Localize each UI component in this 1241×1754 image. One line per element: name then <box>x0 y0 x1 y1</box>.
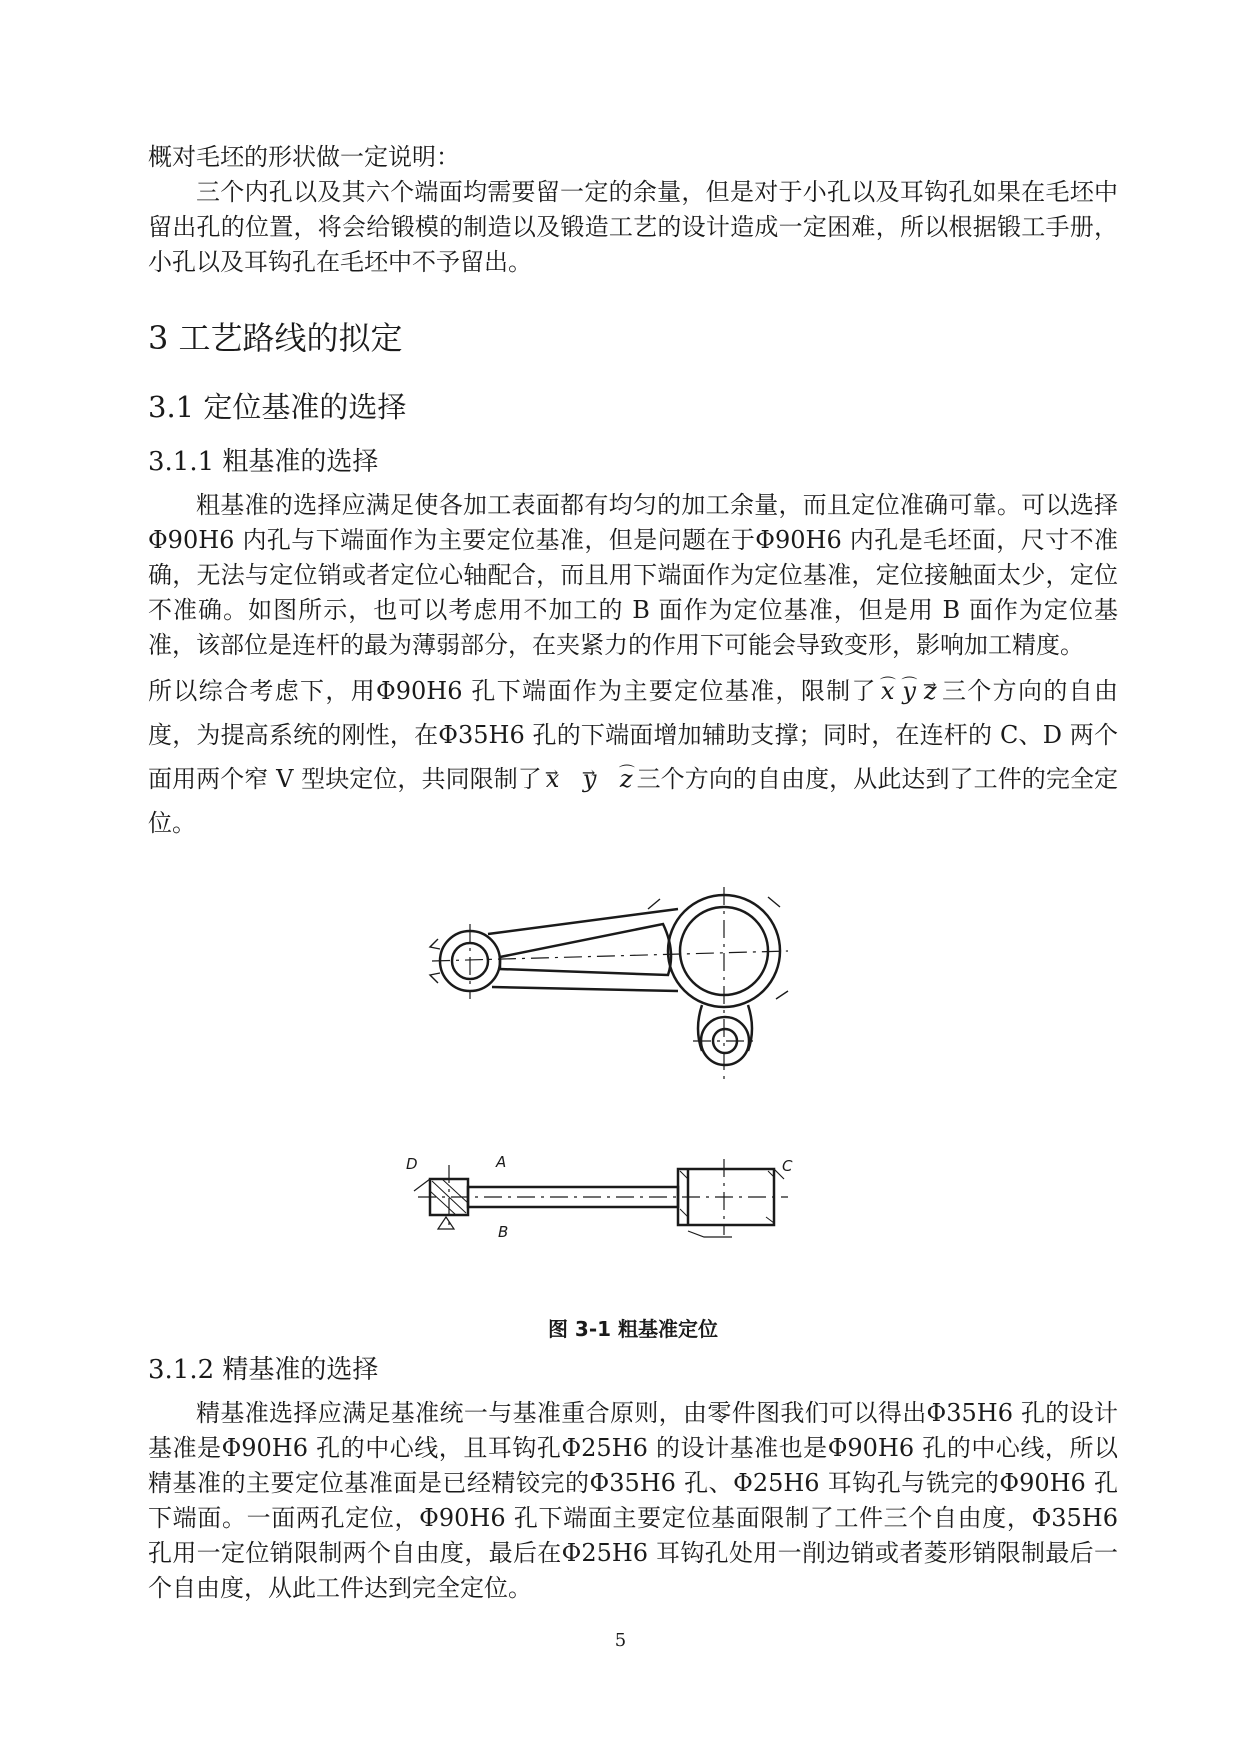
section-3-heading: 3 工艺路线的拟定 <box>148 319 403 357</box>
formula-text-3: 三个方向的自由度，从此达到了工件的完全定位。 <box>148 765 1119 837</box>
figure-3-1 <box>148 879 1118 1303</box>
rot-z-symbol: ⌒ z <box>616 765 637 793</box>
rough-datum-paragraph: 粗基准的选择应满足使各加工表面都有均匀的加工余量，而且定位准确可靠。可以选择Φ90H6 内孔与下端面作为主要定位基准，但是问题在于Φ90H6 内孔是毛坯面，尺寸不准确，无法与定位销或者定位心轴配合，而且用下端面作为定位基准，定位接触面太少，定位不准确。如图所示，也可以考虑用不加工的 B 面作为定位基准，但是用 B 面作为定位基准，该部位是连杆的最为薄弱部分，在夹紧力的作用下可能会导致变形，影响加工精度。 <box>148 491 1118 659</box>
section-3-1-heading: 3.1 定位基准的选择 <box>148 390 407 424</box>
rot-y-symbol: ⌒ y <box>898 677 920 705</box>
rough-datum-formula-paragraph <box>148 669 1118 845</box>
page-number: 5 <box>614 1630 627 1651</box>
document-page <box>148 140 1118 1606</box>
trans-y-symbol: → y <box>579 765 601 793</box>
label-c: C <box>782 1157 793 1175</box>
formula-text-1: 所以综合考虑下，用Φ90H6 孔下端面作为主要定位基准，限制了 <box>148 677 877 705</box>
section-3-1-1-heading: 3.1.1 粗基准的选择 <box>148 447 379 477</box>
fine-datum-paragraph: 精基准选择应满足基准统一与基准重合原则，由零件图我们可以得出Φ35H6 孔的设计基准是Φ90H6 孔的中心线，且耳钩孔Φ25H6 的设计基准也是Φ90H6 孔的中心线，所以精基准的主要定位基准面是已经精铰完的Φ35H6 孔、Φ25H6 耳钩孔与铣完的Φ90H6 孔下端面。一面两孔定位，Φ90H6 孔下端面主要定位基面限制了工件三个自由度，Φ35H6 孔用一定位销限制两个自由度，最后在Φ25H6 耳钩孔处用一削边销或者菱形销限制最后一个自由度，从此工件达到完全定位。 <box>148 1399 1118 1602</box>
intro-paragraph: 三个内孔以及其六个端面均需要留一定的余量，但是对于小孔以及耳钩孔如果在毛坯中留出孔的位置，将会给锻模的制造以及锻造工艺的设计造成一定困难，所以根据锻工手册，小孔以及耳钩孔在毛坯中不予留出。 <box>148 178 1118 276</box>
connecting-rod-drawing <box>148 879 1118 1299</box>
formula-text-2: 三个方向的自由度，为提高系统的刚性，在Φ35H6 孔的下端面增加辅助支撑；同时，在连杆的 C、D 两个面用两个窄 V 型块定位，共同限制了 <box>148 677 1118 793</box>
rot-x-symbol: ⌒ x <box>877 677 899 705</box>
label-b: B <box>498 1223 509 1241</box>
trans-x-symbol: → x <box>542 765 564 793</box>
intro-line: 概对毛坯的形状做一定说明： <box>148 143 460 171</box>
label-d: D <box>406 1155 418 1173</box>
label-a: A <box>496 1153 507 1171</box>
figure-caption: 图 3-1 粗基准定位 <box>547 1317 719 1341</box>
section-3-1-2-heading: 3.1.2 精基准的选择 <box>148 1355 379 1385</box>
trans-z-symbol: → z <box>920 677 941 705</box>
